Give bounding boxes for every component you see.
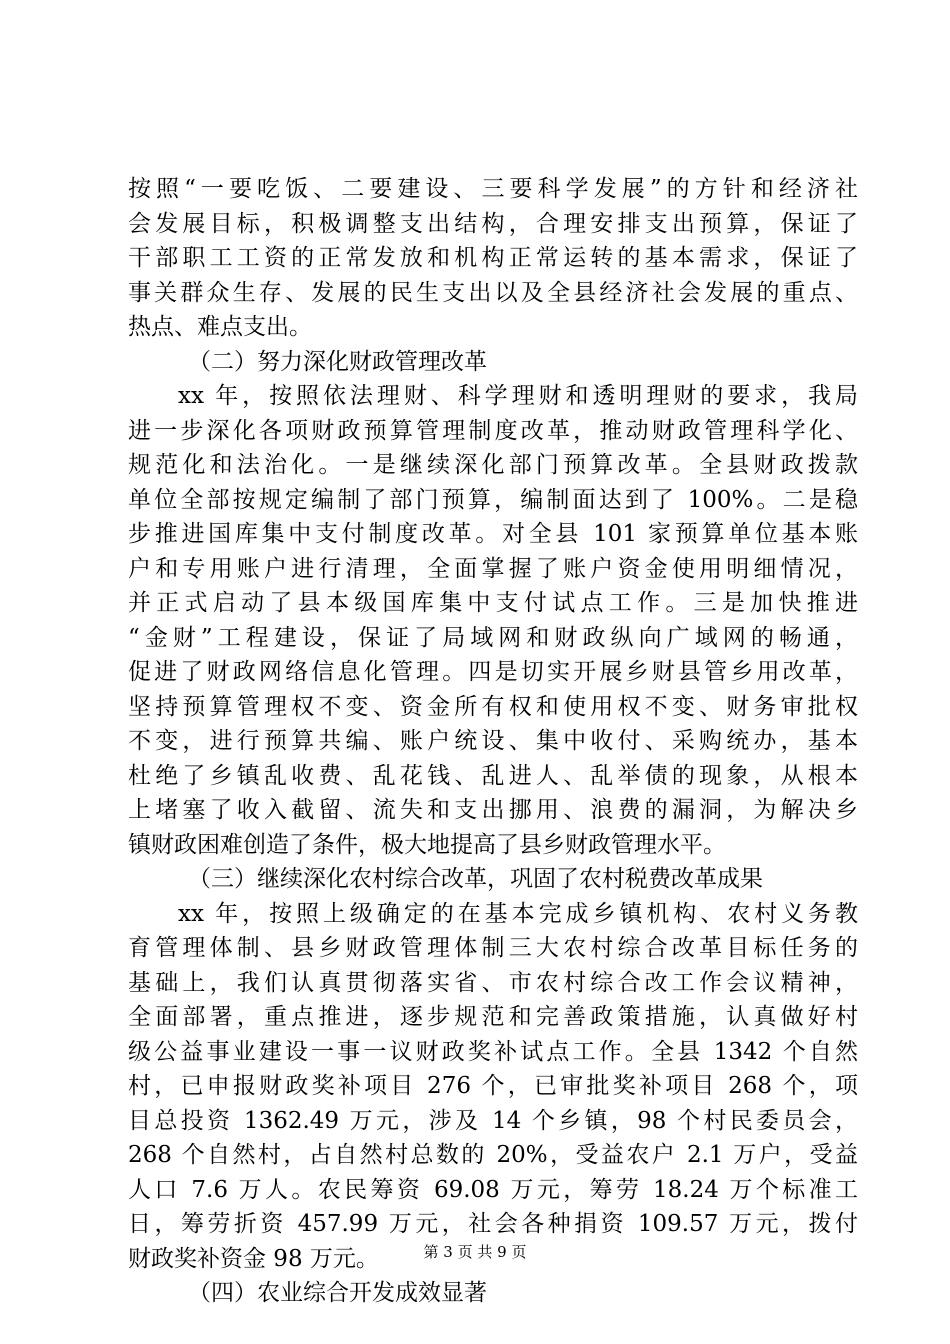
text-line: 按照“一要吃饭、二要建设、三要科学发展”的方针和经济社 <box>128 176 858 202</box>
text-line: 财政奖补资金 98 万元。 <box>128 1245 379 1272</box>
text-line: 坚持预算管理权不变、资金所有权和使用权不变、财务审批权 <box>128 693 858 720</box>
text-line: 268 个自然村，占自然村总数的 20%，受益农户 2.1 万户，受益 <box>128 1142 858 1168</box>
text-line: 杜绝了乡镇乱收费、乱花钱、乱进人、乱举债的现象，从根本 <box>128 762 858 789</box>
text-line: 不变，进行预算共编、账户统设、集中收付、采购统办，基本 <box>128 728 858 754</box>
text-line: 全面部署，重点推进，逐步规范和完善政策措施，认真做好村 <box>128 1004 858 1030</box>
text-line: 促进了财政网络信息化管理。四是切实开展乡财县管乡用改革， <box>128 659 858 685</box>
text-line: 进一步深化各项财政预算管理制度改革，推动财政管理科学化、 <box>128 417 858 444</box>
text-line: 人口 7.6 万人。农民筹资 69.08 万元，筹劳 18.24 万个标准工 <box>128 1176 858 1203</box>
text-line: 村，已申报财政奖补项目 276 个，已审批奖补项目 268 个，项 <box>128 1073 858 1099</box>
text-line: 级公益事业建设一事一议财政奖补试点工作。全县 1342 个自然 <box>128 1038 858 1065</box>
text-line: 热点、难点支出。 <box>128 314 312 340</box>
section-heading: （四）农业综合开发成效显著 <box>188 1280 487 1306</box>
document-body <box>128 172 858 1311</box>
text-line: 规范化和法治化。一是继续深化部门预算改革。全县财政拨款 <box>128 452 858 478</box>
text-line: 单位全部按规定编制了部门预算，编制面达到了 100%。二是稳 <box>128 486 858 513</box>
text-line: 步推进国库集中支付制度改革。对全县 101 家预算单位基本账 <box>128 521 858 547</box>
text-line: xx 年，按照依法理财、科学理财和透明理财的要求，我局 <box>178 383 858 409</box>
section-heading: （二）努力深化财政管理改革 <box>188 348 487 375</box>
text-line: 事关群众生存、发展的民生支出以及全县经济社会发展的重点、 <box>128 279 858 306</box>
text-line: 镇财政困难创造了条件，极大地提高了县乡财政管理水平。 <box>128 831 726 858</box>
text-line: 上堵塞了收入截留、流失和支出挪用、浪费的漏洞，为解决乡 <box>128 797 858 823</box>
text-line: 并正式启动了县本级国库集中支付试点工作。三是加快推进 <box>128 590 858 616</box>
text-line: 日，筹劳折资 457.99 万元，社会各种捐资 109.57 万元，拨付 <box>128 1211 858 1237</box>
text-line: “金财”工程建设，保证了局域网和财政纵向广域网的畅通， <box>128 624 858 651</box>
text-line: 目总投资 1362.49 万元，涉及 14 个乡镇，98 个村民委员会， <box>128 1107 858 1134</box>
page-footer: 第 3 页 共 9 页 <box>423 1243 527 1261</box>
section-heading: （三）继续深化农村综合改革，巩固了农村税费改革成果 <box>188 866 763 892</box>
text-line: 育管理体制、县乡财政管理体制三大农村综合改革目标任务的 <box>128 935 858 961</box>
text-line: 会发展目标，积极调整支出结构，合理安排支出预算，保证了 <box>128 210 858 237</box>
text-line: xx 年，按照上级确定的在基本完成乡镇机构、农村义务教 <box>178 900 858 927</box>
text-line: 基础上，我们认真贯彻落实省、市农村综合改工作会议精神， <box>128 969 858 996</box>
text-line: 户和专用账户进行清理，全面掌握了账户资金使用明细情况， <box>128 555 858 582</box>
text-line: 干部职工工资的正常发放和机构正常运转的基本需求，保证了 <box>128 245 858 271</box>
